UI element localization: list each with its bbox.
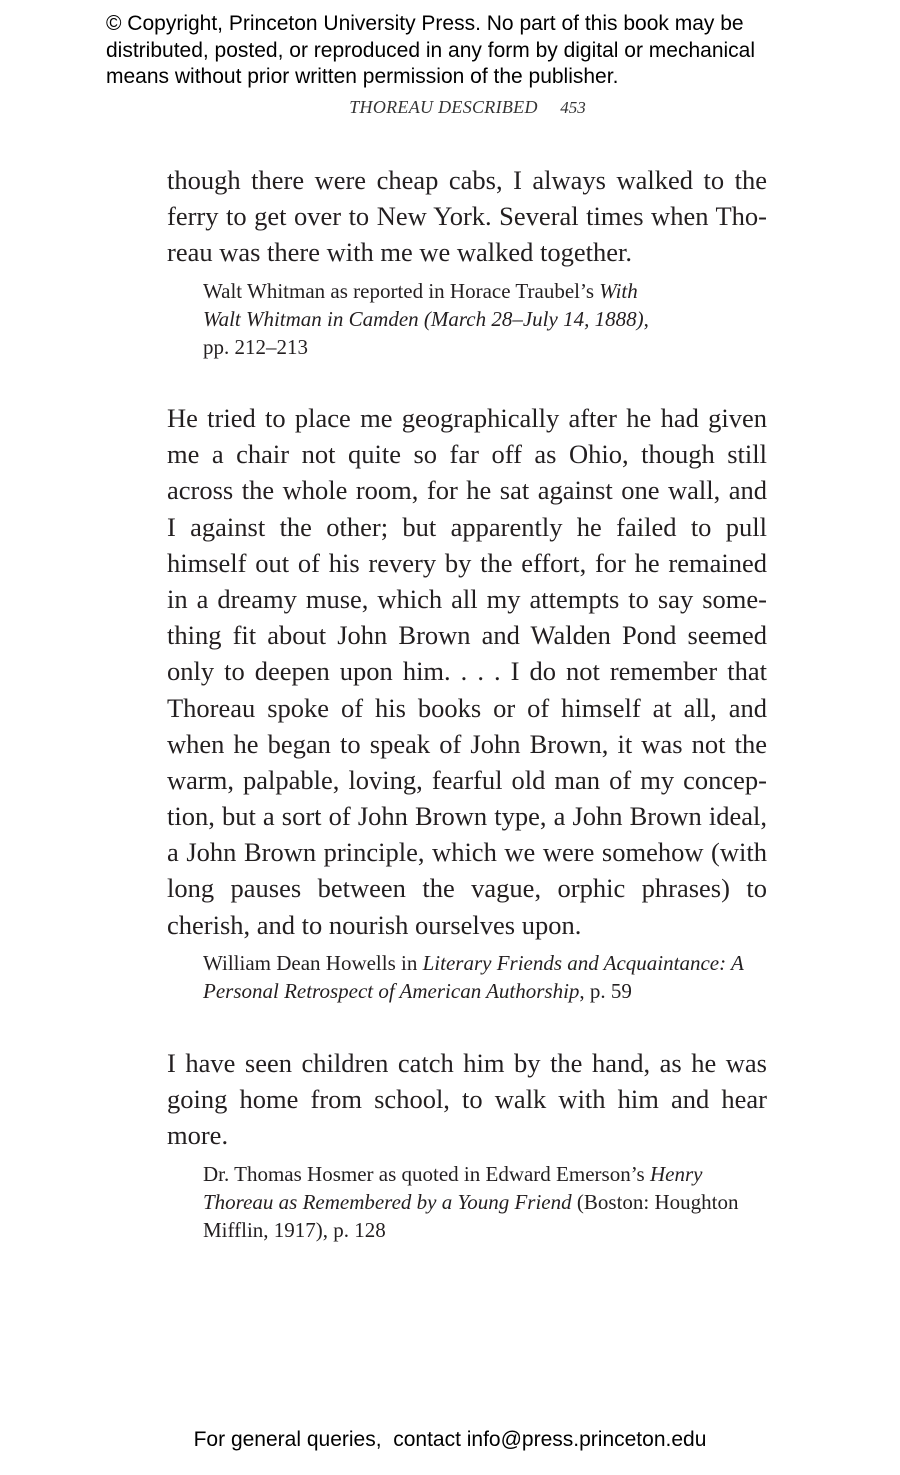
- source-text: Walt Whitman as reported in Horace Traubel’s: [203, 278, 600, 303]
- source-title: Thoreau as Remembered by a Young Friend: [203, 1189, 572, 1214]
- copyright-line: means without prior written permission of the publisher.: [106, 65, 619, 88]
- quotation-source: [203, 277, 773, 361]
- source-text: (Boston: Houghton: [571, 1189, 739, 1214]
- text-line: across the whole room, for he sat against one wall, and: [167, 475, 767, 506]
- source-pages: pp. 212–213: [203, 334, 308, 359]
- quotation-text: [167, 1045, 767, 1154]
- text-line: going home from school, to walk with him and hear: [167, 1084, 767, 1115]
- source-text: Dr. Thomas Hosmer as quoted in Edward Emerson’s: [203, 1161, 650, 1186]
- text-line: I against the other; but apparently he failed to pull: [167, 511, 767, 542]
- source-line: [203, 1188, 773, 1216]
- source-title: Walt Whitman in Camden (March 28–July 14, 1888): [203, 306, 644, 331]
- text-line: long pauses between the vague, orphic phrases) to: [167, 873, 767, 904]
- copyright-line: distributed, posted, or reproduced in any form by digital or mechanical: [106, 38, 756, 62]
- text-line: himself out of his revery by the effort, for he remained: [167, 547, 767, 578]
- text-line: a John Brown principle, which we were somehow (with: [167, 837, 767, 868]
- source-line: [203, 277, 773, 305]
- quotation-entry: [167, 400, 767, 1005]
- page-number: 453: [560, 98, 586, 117]
- text-line: cherish, and to nourish ourselves upon.: [167, 909, 582, 940]
- running-head: [0, 97, 900, 118]
- text-line: me a chair not quite so far off as Ohio, though still: [167, 439, 767, 470]
- copyright-line: © Copyright, Princeton University Press. No part of this book may be: [106, 12, 744, 35]
- text-line: thing fit about John Brown and Walden Pond seemed: [167, 620, 767, 651]
- quotation-text: [167, 400, 767, 943]
- text-line: warm, palpable, loving, fearful old man of my concep-: [167, 764, 767, 795]
- text-line: though there were cheap cabs, I always walked to the: [167, 165, 767, 195]
- text-line: I have seen children catch him by the hand, as he was: [167, 1048, 767, 1078]
- source-title: Henry: [649, 1161, 703, 1186]
- source-line: [203, 1216, 773, 1244]
- source-text: William Dean Howells in: [203, 950, 423, 975]
- quotation-entry: [167, 1045, 767, 1244]
- text-line: tion, but a sort of John Brown type, a John Brown ideal,: [167, 801, 767, 832]
- source-line: [203, 1160, 773, 1188]
- text-line: He tried to place me geographically after he had given: [167, 403, 767, 433]
- running-head-title: THOREAU DESCRIBED: [349, 97, 538, 117]
- quotation-source: [203, 1160, 773, 1244]
- source-text: , p. 59: [579, 978, 632, 1003]
- text-line: when he began to speak of John Brown, it was not the: [167, 728, 767, 759]
- text-line: reau was there with me we walked together.: [167, 237, 633, 268]
- text-line: in a dreamy muse, which all my attempts to say some-: [167, 583, 767, 614]
- footer-contact: [0, 1428, 900, 1452]
- quotation-entry: [167, 162, 767, 361]
- quotation-source: [203, 949, 773, 1005]
- copyright-notice: [106, 11, 826, 91]
- source-text: ,: [643, 306, 649, 331]
- source-title: With: [599, 278, 638, 303]
- footer-text: For general queries, contact info@press.princeton.edu: [193, 1428, 707, 1451]
- source-line: [203, 977, 773, 1005]
- source-line: [203, 949, 773, 977]
- source-line: [203, 305, 773, 333]
- source-title: Literary Friends and Acquaintance: A: [422, 950, 744, 975]
- text-line: ferry to get over to New York. Several times when Tho-: [167, 201, 767, 232]
- text-line: Thoreau spoke of his books or of himself at all, and: [167, 692, 767, 723]
- source-line: [203, 333, 773, 361]
- quotation-text: [167, 162, 767, 271]
- text-line: only to deepen upon him. . . . I do not remember that: [167, 656, 767, 687]
- text-line: more.: [167, 1120, 229, 1151]
- source-pages: Mifflin, 1917), p. 128: [203, 1217, 386, 1242]
- source-title: Personal Retrospect of American Authorship: [203, 978, 580, 1003]
